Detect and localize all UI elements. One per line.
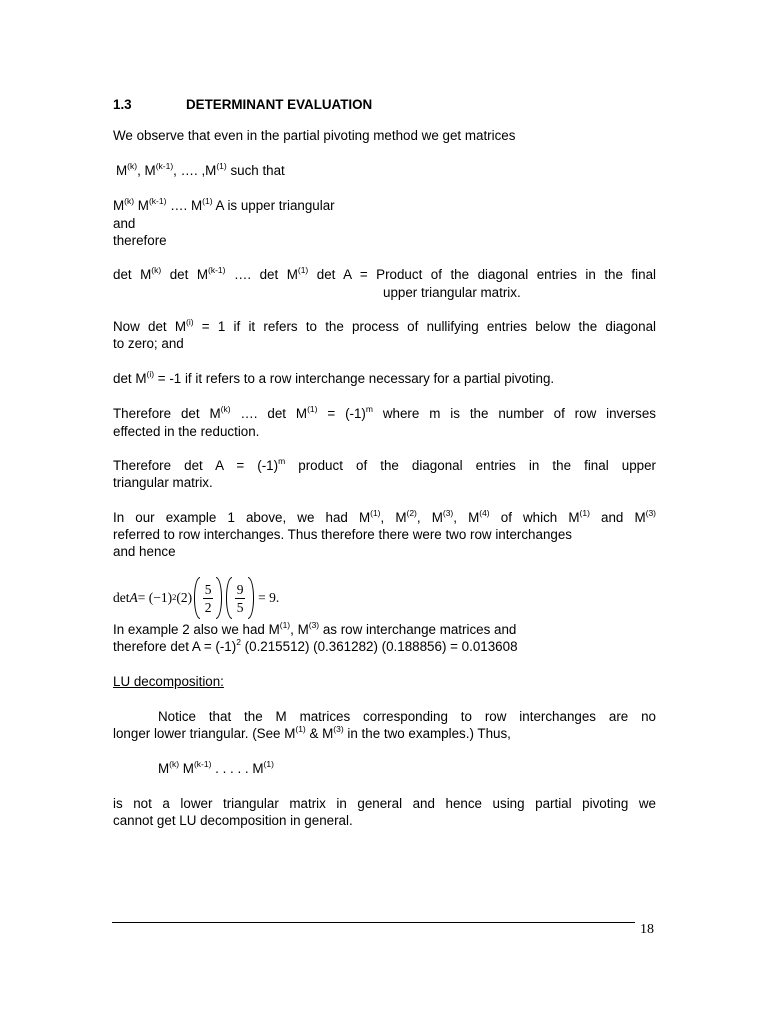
section-heading — [113, 96, 656, 113]
example1-line2: referred to row interchanges. Thus therefore there were two row interchanges — [113, 527, 572, 542]
therefore-line: therefore — [113, 233, 167, 248]
det-product-line1: $\det M^{(k)}$ $\det M^{(k-1)}$ …. $\det M^{(1)}$ det A = Product of the diagonal entries in the final — [113, 264, 657, 282]
section-number: 1.3 — [113, 97, 132, 112]
conclusion-line2: cannot get LU decomposition in general. — [113, 813, 353, 828]
product-line: $M^{(k)}$ $M^{(k-1)}$ . . . . . $M^{(1)}$ — [158, 758, 274, 776]
notice-line1: Notice that the M matrices corresponding to row interchanges are no — [158, 709, 656, 724]
therefore-det-m-line2: effected in the reduction. — [113, 424, 260, 439]
page-number: 18 — [640, 922, 654, 937]
determinant-formula: det A = (−1) $^2$ (2) $\frac{5}{2}$ $\frac{9}{5}$ = 9. — [113, 575, 279, 621]
therefore-det-a-line2: triangular matrix. — [113, 475, 213, 490]
upper-triangular-line: $M^{(k)}$ $M^{(k-1)}$ …. $M^{(1)}$ A is upper triangular — [113, 195, 335, 213]
lu-heading: LU decomposition: — [113, 674, 224, 689]
fraction-group-1: $\frac{5}{2}$ — [192, 577, 224, 619]
matrices-line: $M^{(k)}$, $M^{(k-1)}$, …. $,M^{(1)}$ such that — [116, 160, 285, 178]
example2-line1: In example 2 also we had $M^{(1)}$, $M^{(3)}$ as row interchange matrices and — [113, 619, 517, 637]
fraction-group-2: $\frac{9}{5}$ — [224, 577, 256, 619]
example1-line1: In our example 1 above, we had $M^{(1)}$, $M^{(2)}$, $M^{(3)}$, $M^{(4)}$ of which $M^{(1)}$ and $M^{(3)}$ — [113, 507, 656, 525]
det-minus-line: $\det M^{(i)} = -1$ if it refers to a row interchange necessary for a partial pivoting. — [113, 368, 555, 386]
section-title: DETERMINANT EVALUATION — [186, 97, 373, 112]
example2-line2: therefore $\det A = (-1)^2$ (0.215512) (0.361282) (0.188856) = 0.013608 — [113, 636, 518, 654]
now-det-line2: to zero; and — [113, 336, 184, 351]
intro-paragraph: We observe that even in the partial pivoting method we get matrices — [113, 128, 516, 143]
conclusion-line1: is not a lower triangular matrix in general and hence using partial pivoting we — [113, 796, 656, 811]
notice-line2: longer lower triangular. (See $M^{(1)}$ & $M^{(3)}$ in the two examples.) Thus, — [113, 723, 511, 741]
therefore-det-m-line1: Therefore $\det M^{(k)}$ …. $\det M^{(1)} = (-1)^m$ where m is the number of row inverses — [113, 403, 657, 421]
now-det-line1: Now $\det M^{(i)} = 1$ if it refers to the process of nullifying entries below the diagonal — [113, 316, 656, 334]
therefore-det-a-line1: Therefore $\det A = (-1)^m$ product of the diagonal entries in the final upper — [113, 455, 656, 473]
det-product-line2: upper triangular matrix. — [383, 285, 521, 300]
and-line: and — [113, 216, 136, 231]
example1-line3: and hence — [113, 544, 176, 559]
footer-rule — [112, 922, 635, 923]
